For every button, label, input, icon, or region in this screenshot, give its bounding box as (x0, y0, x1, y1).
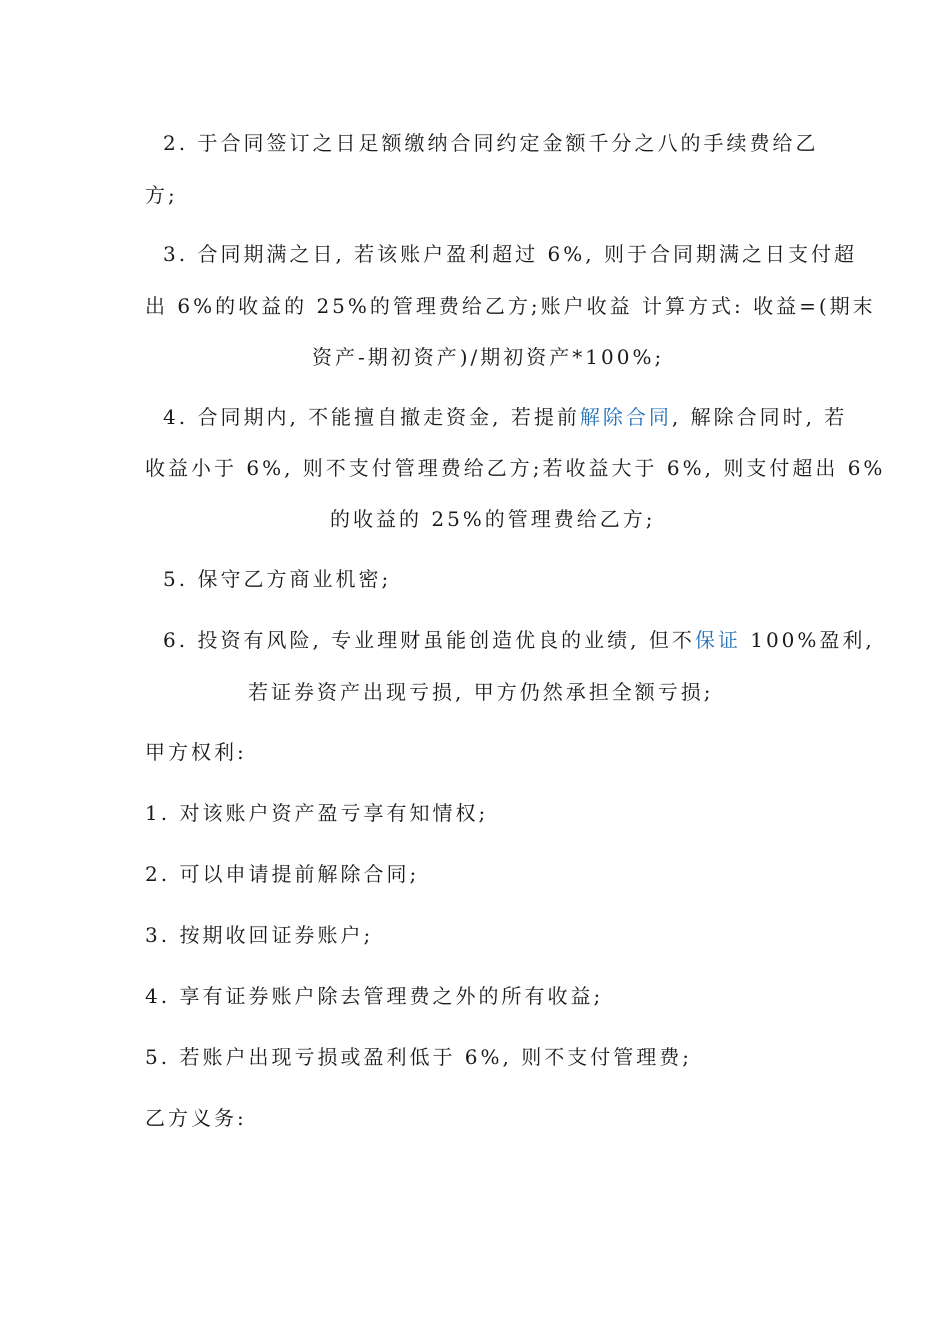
party-a-right-4: 4. 享有证券账户除去管理费之外的所有收益; (145, 984, 604, 1008)
obligation-item-3-line-2: 出 6%的收益的 25%的管理费给乙方;账户收益 计算方式: 收益=(期末 (145, 294, 876, 318)
party-a-right-1: 1. 对该账户资产盈亏享有知情权; (145, 801, 489, 825)
obligation-item-2-line-2: 方; (145, 183, 178, 207)
party-a-rights-heading: 甲方权利: (145, 740, 247, 764)
obligation-item-3-line-1: 3. 合同期满之日, 若该账户盈利超过 6%, 则于合同期满之日支付超 (163, 242, 857, 266)
terminate-contract-link[interactable]: 解除合同 (579, 405, 672, 429)
party-a-right-5: 5. 若账户出现亏损或盈利低于 6%, 则不支付管理费; (145, 1045, 692, 1069)
guarantee-link[interactable]: 保证 (694, 628, 741, 652)
obligation-item-2-line-1: 2. 于合同签订之日足额缴纳合同约定金额千分之八的手续费给乙 (163, 131, 819, 155)
obligation-item-5: 5. 保守乙方商业机密; (163, 567, 392, 591)
obligation-item-6-text-after: 100%盈利, (740, 628, 875, 652)
obligation-item-3-line-3: 资产-期初资产)/期初资产*100%; (312, 345, 665, 369)
party-a-right-2: 2. 可以申请提前解除合同; (145, 862, 420, 886)
obligation-item-4-text-before: 4. 合同期内, 不能擅自撤走资金, 若提前 (163, 405, 580, 429)
obligation-item-4-line-1 (163, 404, 847, 430)
party-b-obligations-heading: 乙方义务: (145, 1106, 247, 1130)
party-a-right-3: 3. 按期收回证券账户; (145, 923, 374, 947)
obligation-item-6-text-before: 6. 投资有风险, 专业理财虽能创造优良的业绩, 但不 (163, 628, 695, 652)
obligation-item-4-line-3: 的收益的 25%的管理费给乙方; (330, 507, 656, 531)
obligation-item-6-line-2: 若证券资产出现亏损, 甲方仍然承担全额亏损; (248, 680, 714, 704)
obligation-item-4-line-2: 收益小于 6%, 则不支付管理费给乙方;若收益大于 6%, 则支付超出 6% (145, 456, 886, 480)
obligation-item-6-line-1 (163, 627, 875, 653)
obligation-item-4-text-after: , 解除合同时, 若 (671, 405, 848, 429)
